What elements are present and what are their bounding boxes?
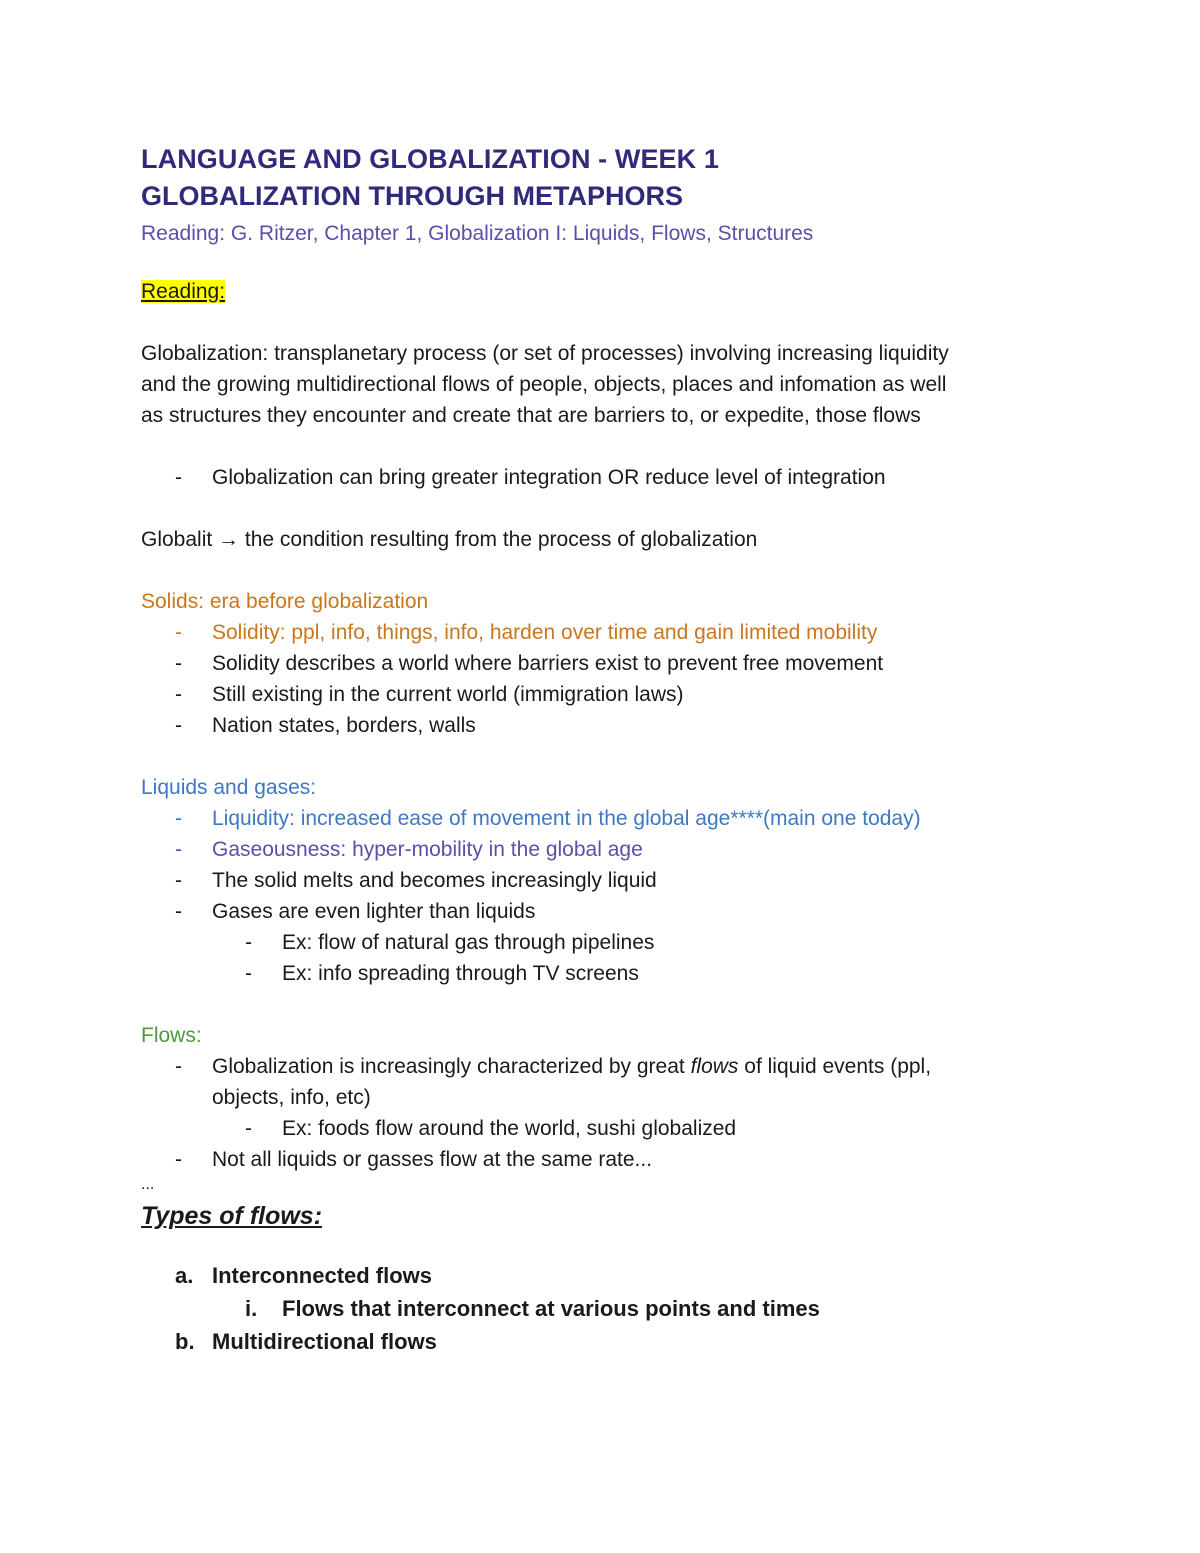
definition-line-3: as structures they encounter and create that are barriers to, or expedite, those flows (141, 404, 921, 427)
flows-item-text: of liquid events (ppl, (738, 1055, 932, 1078)
liquids-heading: Liquids and gases: (141, 776, 317, 799)
flows-item-italic: flows (690, 1055, 739, 1078)
definition-line-1: Globalization: transplanetary process (or set of processes) involving increasing liquidity (141, 342, 949, 365)
spacer (141, 741, 1071, 772)
flows-heading: Flows: (141, 1024, 202, 1047)
flows-item-text: Globalization is increasingly characterized by great (212, 1055, 691, 1078)
flows-list-2 (141, 1144, 1071, 1175)
spacer (141, 307, 1071, 338)
liquids-list (141, 803, 1071, 927)
ellipsis: ... (141, 1176, 155, 1193)
solids-list (141, 617, 1071, 741)
reading-label-line (141, 276, 1071, 307)
spacer (141, 555, 1071, 586)
types-item-b (141, 1325, 1071, 1358)
spacer (141, 431, 1071, 462)
liquids-sub-item: - Ex: info spreading through TV screens (141, 958, 1071, 989)
types-list-2 (141, 1325, 1071, 1358)
flows-sub-item: - Ex: foods flow around the world, sushi globalized (141, 1113, 1071, 1144)
definition-line-2: and the growing multidirectional flows of people, objects, places and infomation as well (141, 373, 947, 396)
document-subtitle: GLOBALIZATION THROUGH METAPHORS (141, 181, 683, 211)
types-sublist (141, 1292, 1071, 1325)
spacer (141, 1237, 1071, 1259)
solids-item: - Nation states, borders, walls (141, 710, 1071, 741)
types-item-label: Multidirectional flows (212, 1329, 437, 1354)
spacer (141, 493, 1071, 524)
flows-item: - Not all liquids or gasses flow at the same rate... (141, 1144, 1071, 1175)
document-page (141, 140, 1071, 1358)
document-title: LANGUAGE AND GLOBALIZATION - WEEK 1 (141, 144, 719, 174)
solids-item: - Solidity describes a world where barriers exist to prevent free movement (141, 648, 1071, 679)
list-marker: a. (175, 1263, 194, 1288)
reading-reference: Reading: G. Ritzer, Chapter 1, Globalization I: Liquids, Flows, Structures (141, 222, 814, 245)
solids-heading: Solids: era before globalization (141, 590, 429, 613)
flows-sublist (141, 1113, 1071, 1144)
list-marker: b. (175, 1329, 195, 1354)
liquids-item: - Gases are even lighter than liquids (141, 896, 1071, 927)
types-of-flows-heading: Types of flows: (141, 1202, 323, 1230)
list-marker: i. (245, 1296, 258, 1321)
flows-item (141, 1051, 1071, 1113)
liquids-item: - Liquidity: increased ease of movement in the global age****(main one today) (141, 803, 1071, 834)
spacer (141, 254, 1071, 276)
liquids-sublist (141, 927, 1071, 989)
reading-label: Reading: (141, 280, 226, 303)
flows-list (141, 1051, 1071, 1113)
types-item-i (141, 1292, 1071, 1325)
globalit-line: Globalit → the condition resulting from the process of globalization (141, 528, 758, 551)
definition-bullets (141, 462, 1071, 493)
types-item-label: Flows that interconnect at various points and times (282, 1296, 820, 1321)
definition-bullet: - Globalization can bring greater integration OR reduce level of integration (141, 462, 1071, 493)
liquids-item: - The solid melts and becomes increasingly liquid (141, 865, 1071, 896)
types-item-a (141, 1259, 1071, 1292)
liquids-item: - Gaseousness: hyper-mobility in the global age (141, 834, 1071, 865)
liquids-sub-item: - Ex: flow of natural gas through pipelines (141, 927, 1071, 958)
spacer (141, 989, 1071, 1020)
flows-item-text: objects, info, etc) (212, 1086, 371, 1109)
types-item-label: Interconnected flows (212, 1263, 433, 1288)
solids-item: - Solidity: ppl, info, things, info, harden over time and gain limited mobility (141, 617, 1071, 648)
solids-item: - Still existing in the current world (immigration laws) (141, 679, 1071, 710)
types-list (141, 1259, 1071, 1292)
